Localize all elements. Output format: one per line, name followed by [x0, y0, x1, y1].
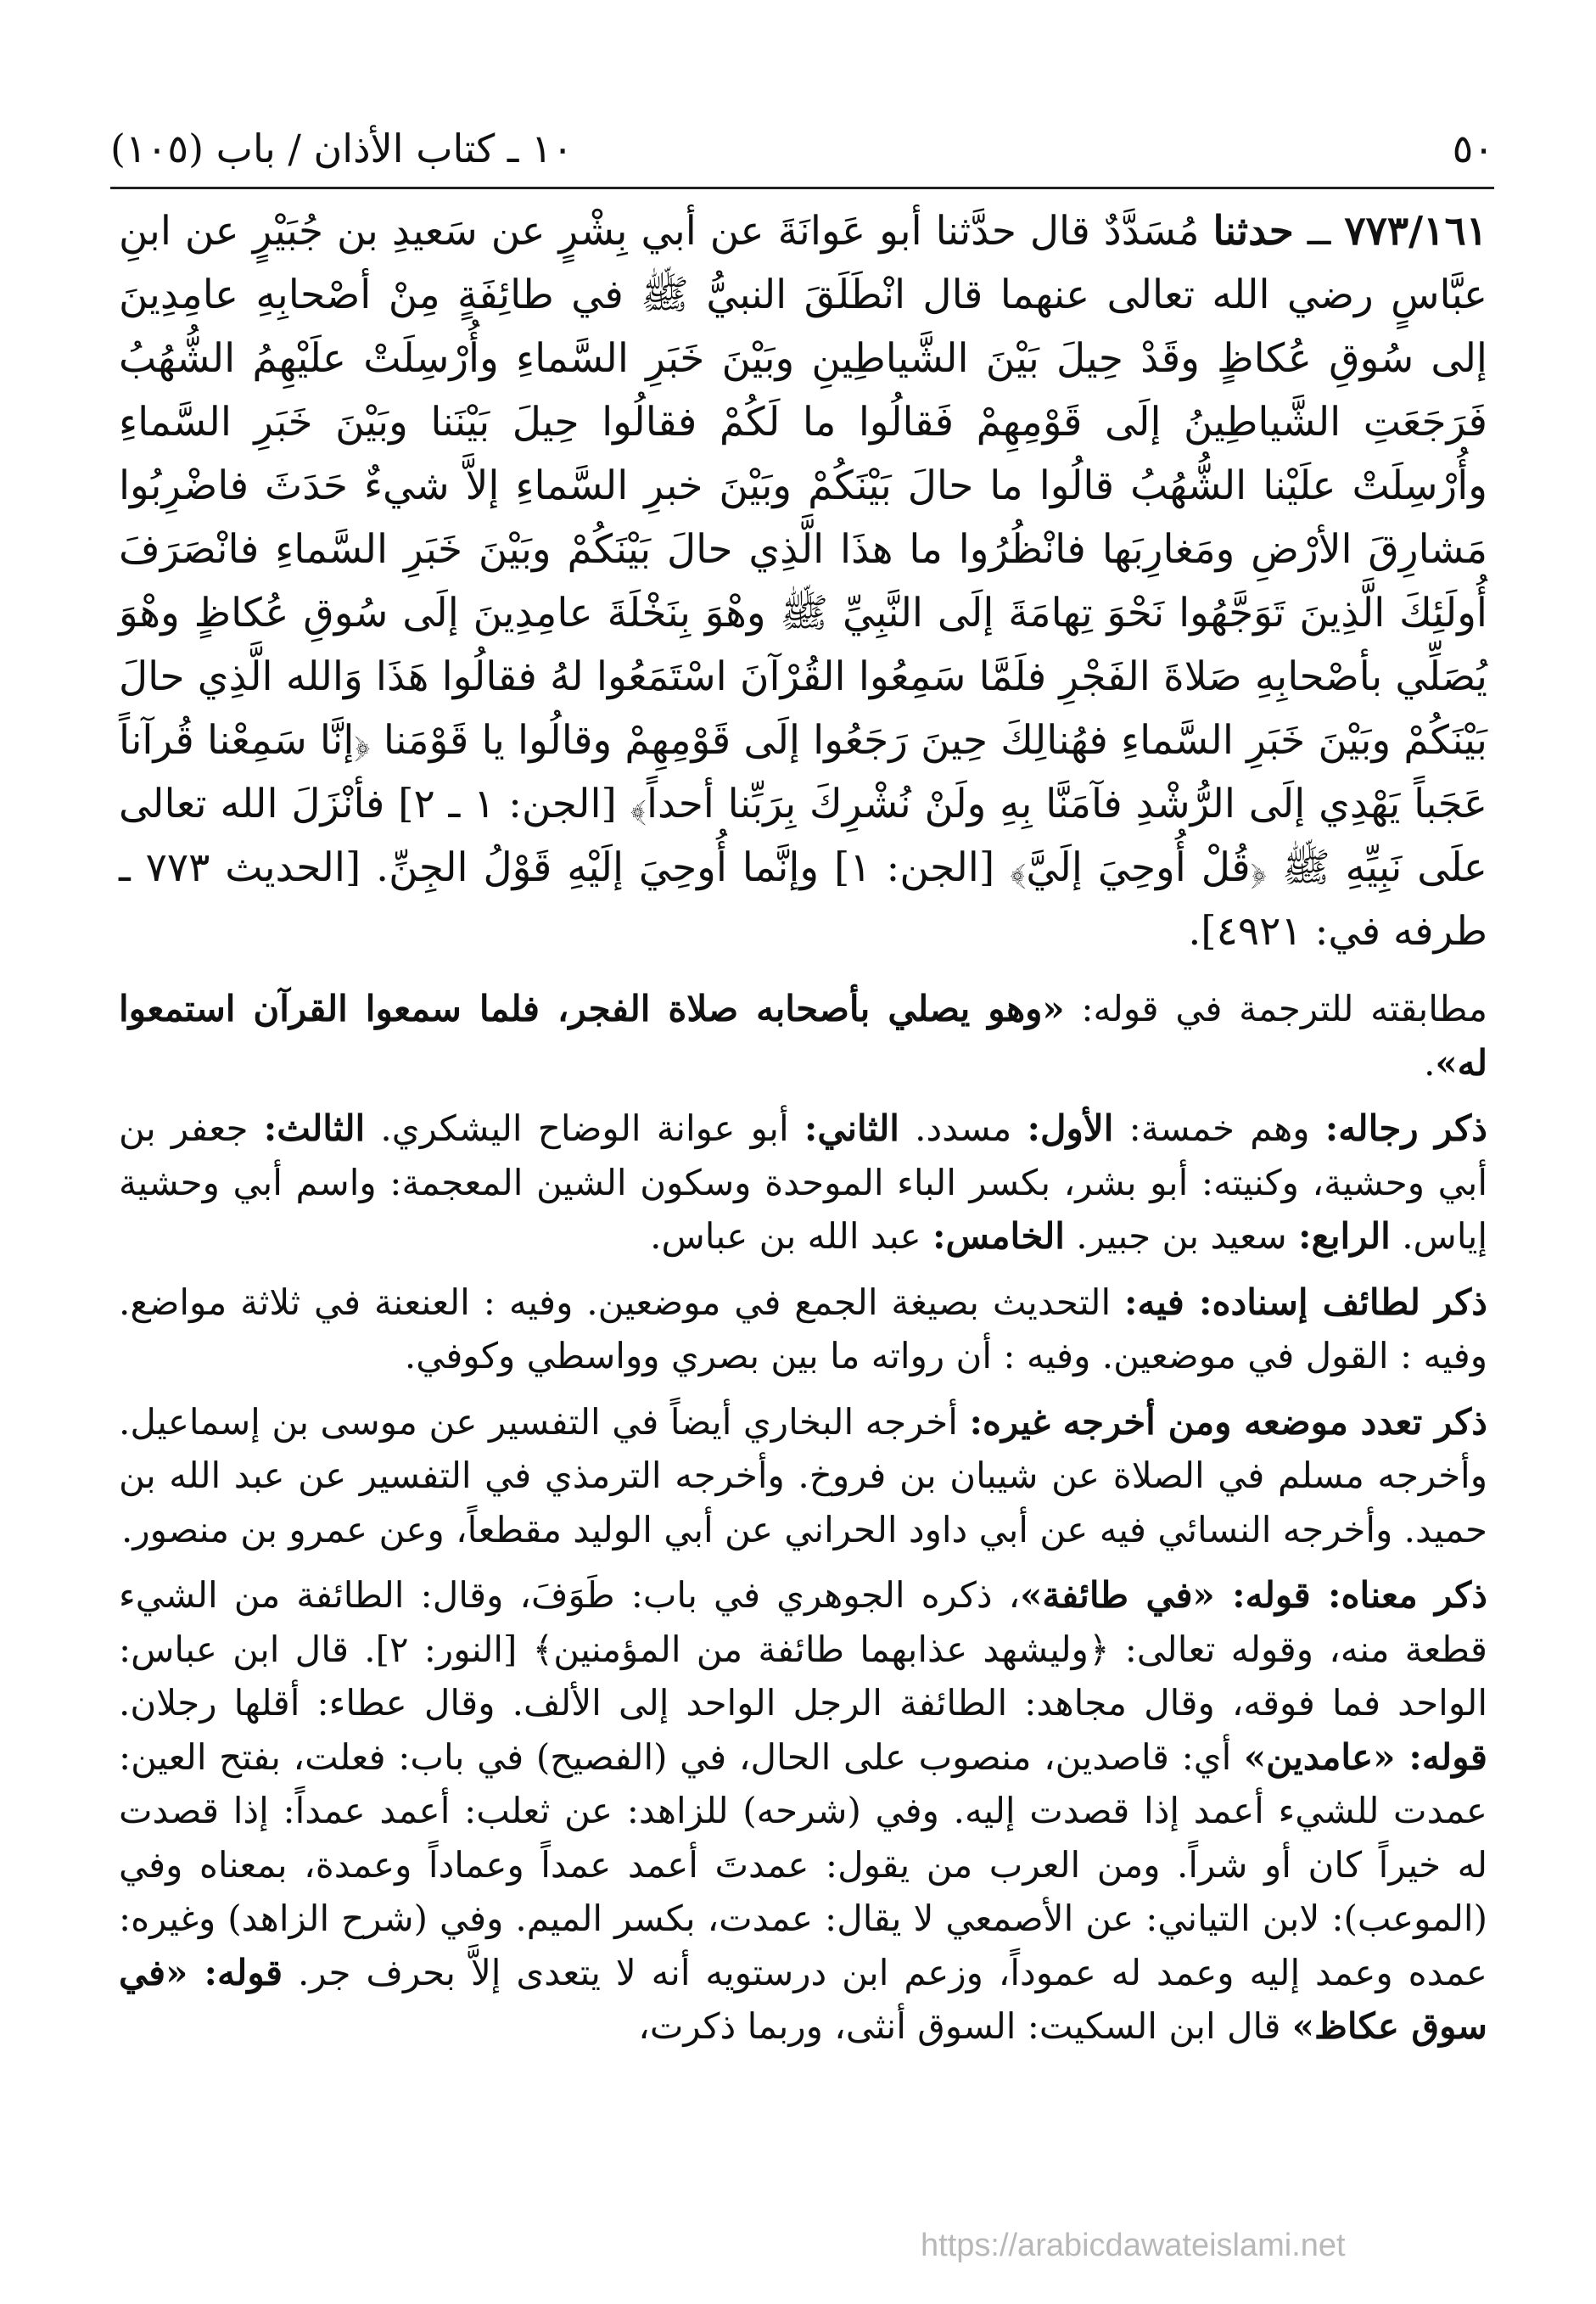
bold-heading-text: الخامس:	[932, 1215, 1065, 1257]
bold-heading-text: ذكر لطائف إسناده: فيه:	[1124, 1281, 1487, 1323]
hadith-number: ٧٧٣/١٦١	[1344, 208, 1487, 255]
paragraph-text: ، ذكره الجوهري في باب: طَوَفَ، وقال: الطائفة من الشيء قطعة منه، وقوله تعالى: ﴿وليشهد عذابهما طائفة من المؤمنين﴾ [النور: ٢]. قال ابن عباس: الواحد فما فوقه، وقال مجاهد: الطائفة الرجل الواحد إلى الألف. وقال عطاء: أقلها رجلان.	[119, 1574, 1487, 1724]
page-header	[110, 119, 1494, 178]
paragraph-text: مسدد.	[899, 1107, 1028, 1149]
bold-heading-text: ذكر رجاله:	[1324, 1107, 1487, 1149]
hadith-text-block	[119, 199, 1487, 963]
paragraph-text: مطابقته للترجمة في قوله:	[1064, 988, 1487, 1029]
chain-subtleties-paragraph	[119, 1275, 1487, 1383]
bold-heading-text: ذكر معناه: قوله: «في طائفة»	[1020, 1574, 1488, 1616]
translation-match-paragraph	[119, 982, 1487, 1090]
paragraph-text: .	[1424, 1041, 1436, 1084]
paragraph-text: جعفر بن أبي وحشية، وكنيته: أبو بشر، بكسر الباء الموحدة وسكون الشين المعجمة: واسم أبي وحشية إياس.	[119, 1107, 1487, 1257]
hadith-lead-word: حدثنا	[1212, 208, 1294, 255]
header-divider	[110, 187, 1494, 189]
paragraph-text: التحديث بصيغة الجمع في موضعين. وفيه : العنعنة في ثلاثة مواضع. وفيه : القول في موضعين. وفيه : أن رواته ما بين بصري وواسطي وكوفي.	[119, 1281, 1487, 1376]
page-number: ٥٠	[1452, 126, 1494, 171]
paragraph-text: أي: قاصدين، منصوب على الحال، في (الفصيح) في باب: فعلت، بفتح العين: عمدت للشيء أعمد إذا قصدت إليه. وفي (شرحه) للزاهد: عن ثعلب: أعمد عمداً: إذا قصدت له خيراً كان أو شراً. ومن العرب من يقول: عمدتَ أعمد عمداً وعماداً وعمدة، بمعناه وفي (الموعب): لابن التياني: عن الأصمعي لا يقال: عمدت، بكسر الميم. وفي (شرح الزاهد) وغيره: عمده وعمد إليه وعمد له عموداً، وزعم ابن درستويه أنه لا يتعدى إلاَّ بحرف جر.	[119, 1735, 1487, 1993]
narrators-paragraph	[119, 1102, 1487, 1264]
paragraph-text: أخرجه البخاري أيضاً في التفسير عن موسى بن إسماعيل. وأخرجه مسلم في الصلاة عن شيبان بن فروخ. وأخرجه الترمذي في التفسير عن عبد الله بن حميد. وأخرجه النسائي فيه عن أبي داود الحراني عن أبي الوليد مقطعاً، وعن عمرو بن منصور.	[119, 1400, 1487, 1550]
paragraph-text: سعيد بن جبير.	[1064, 1215, 1298, 1257]
hadith-dash: ــ	[1307, 208, 1331, 255]
hadith-body: مُسَدَّدٌ قال حدَّثنا أبو عَوانَةَ عن أبي بِشْرٍ عن سَعيدِ بن جُبَيْرٍ عن ابنِ عبَّاسٍ رضي الله تعالى عنهما قال انْطَلَقَ النبيُّ ﷺ في طائِفَةٍ مِنْ أصْحابِهِ عامِدِينَ إلى سُوقِ عُكاظٍ وقَدْ حِيلَ بَيْنَ الشَّياطِينِ وبَيْنَ خَبَرِ السَّماءِ وأُرْسِلَتْ علَيْهِمُ الشُّهُبُ فَرَجَعَتِ الشَّياطِينُ إلَى قَوْمِهِمْ فَقالُوا ما لَكُمْ فقالُوا حِيلَ بَيْنَنا وبَيْنَ خَبَرِ السَّماءِ وأُرْسِلَتْ علَيْنا الشُّهُبُ قالُوا ما حالَ بَيْنَكُمْ وبَيْنَ خبرِ السَّماءِ إلاَّ شيءٌ حَدَثَ فاضْرِبُوا مَشارِقَ الأرْضِ ومَغارِبَها فانْظُرُوا ما هذَا الَّذِي حالَ بَيْنَكُمْ وبَيْنَ خَبَرِ السَّماءِ فانْصَرَفَ أُولَئِكَ الَّذِينَ تَوَجَّهُوا نَحْوَ تِهامَةَ إلَى النَّبِيِّ ﷺ وهْوَ بِنَخْلَةَ عامِدِينَ إلَى سُوقِ عُكاظٍ وهْوَ يُصَلِّي بأصْحابِهِ صَلاةَ الفَجْرِ فلَمَّا سَمِعُوا القُرْآنَ اسْتَمَعُوا لهُ فقالُوا هَذَا وَالله الَّذِي حالَ بَيْنَكُمْ وبَيْنَ خَبَرِ السَّماءِ فهُنالِكَ حِينَ رَجَعُوا إلَى قَوْمِهِمْ وقالُوا يا قَوْمَنا ﴿إنَّا سَمِعْنا قُرآناً عَجَباً يَهْدِي إلَى الرُّشْدِ فآمَنَّا بِهِ ولَنْ نُشْرِكَ بِرَبِّنا أحداً﴾ [الجن: ١ ـ ٢] فأنْزَلَ الله تعالى علَى نَبِيِّهِ ﷺ ﴿قُلْ أُوحِيَ إلَيَّ﴾ [الجن: ١] وإنَّما أُوحِيَ إلَيْهِ قَوْلُ الجِنِّ. [الحديث ٧٧٣ ـ طرفه في: ٤٩٢١].	[119, 208, 1488, 955]
page-body	[119, 199, 1487, 2066]
paragraph-text: أبو عوانة الوضاح اليشكري.	[365, 1107, 804, 1149]
commentary	[119, 982, 1487, 2054]
site-watermark: https://arabicdawateislami.net	[921, 2228, 1346, 2263]
bold-heading-text: قوله: «في سوق عكاظ»	[119, 1951, 1487, 2047]
paragraph-text: وهم خمسة:	[1113, 1107, 1325, 1149]
bold-heading-text: الأول:	[1027, 1107, 1114, 1149]
other-sources-paragraph	[119, 1395, 1487, 1557]
bold-heading-text: ذكر تعدد موضعه ومن أخرجه غيره:	[969, 1400, 1487, 1443]
bold-heading-text: «وهو يصلي بأصحابه صلاة الفجر، فلما سمعوا القرآن استمعوا له»	[119, 988, 1487, 1084]
chapter-title: ١٠ ـ كتاب الأذان / باب (١٠٥)	[110, 126, 574, 171]
paragraph-text: عبد الله بن عباس.	[650, 1215, 932, 1257]
meaning-paragraph	[119, 1568, 1487, 2054]
bold-heading-text: الثالث:	[263, 1107, 366, 1149]
bold-heading-text: قوله: «عامدين»	[1243, 1735, 1488, 1778]
bold-heading-text: الرابع:	[1298, 1215, 1391, 1257]
paragraph-text: قال ابن السكيت: السوق أنثى، وربما ذكرت،	[638, 2005, 1292, 2047]
bold-heading-text: الثاني:	[804, 1107, 899, 1149]
